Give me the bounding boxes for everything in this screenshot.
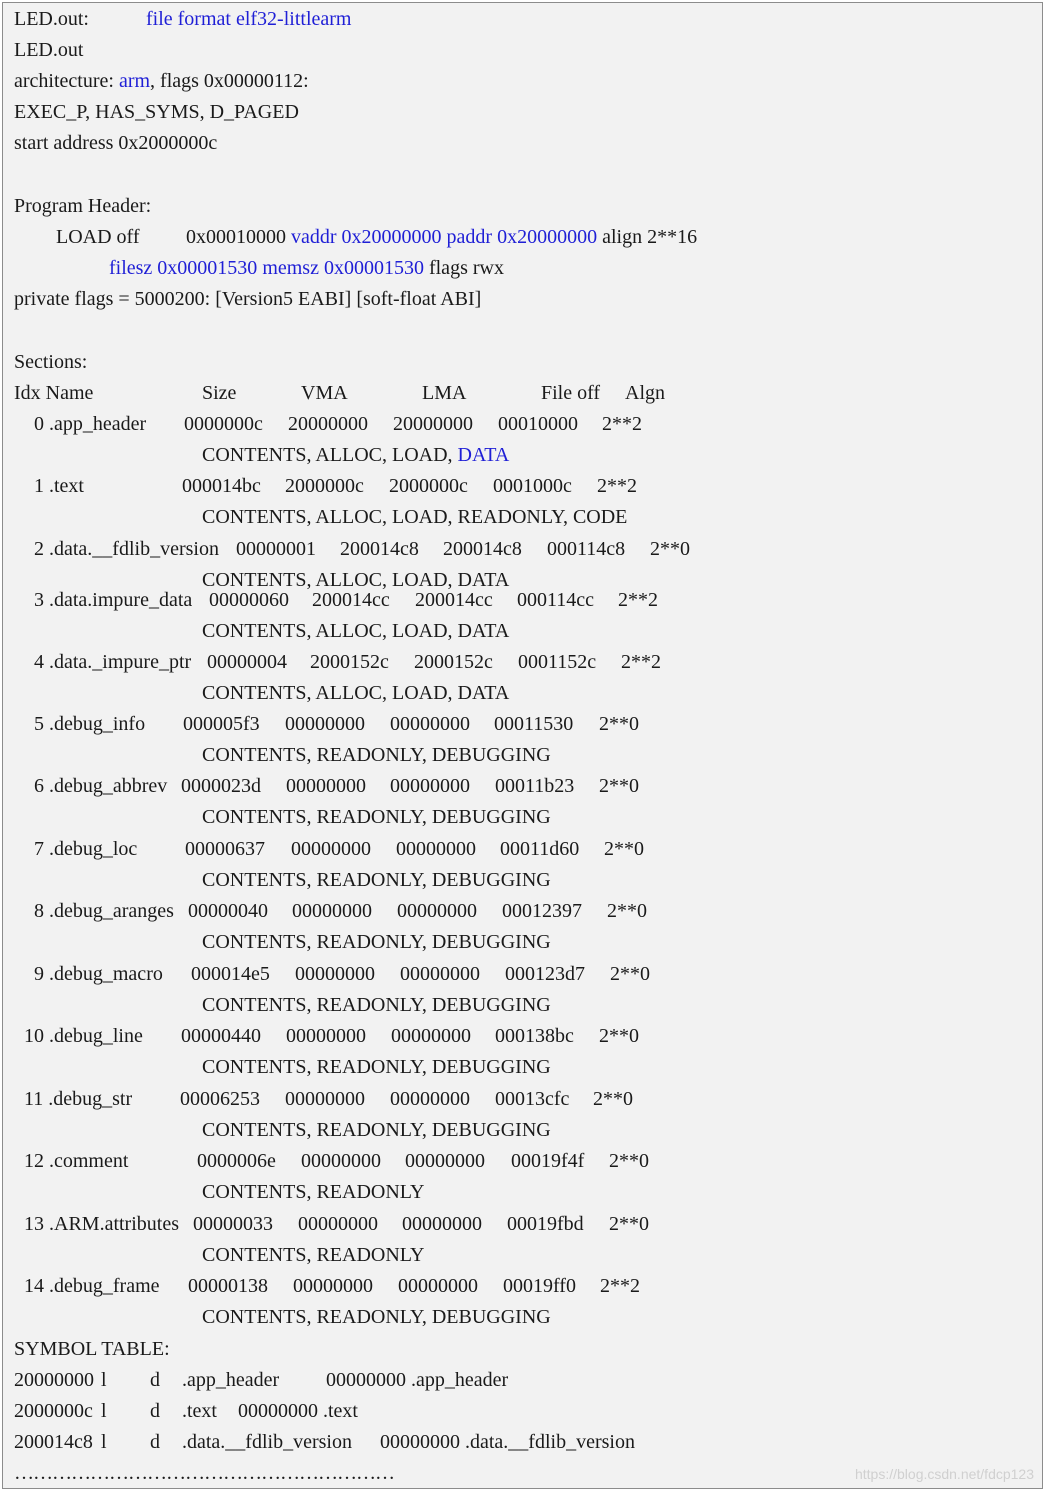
- section-size: 00000001: [236, 538, 316, 560]
- section-size: 000014e5: [191, 963, 270, 985]
- section-file-off: 0001000c: [493, 475, 572, 497]
- filesz-line: [109, 256, 504, 280]
- private-flags: private flags = 5000200: [Version5 EABI] [soft-float ABI]: [14, 288, 482, 310]
- section-vma: 00000000: [292, 900, 372, 922]
- section-lma: 00000000: [402, 1213, 482, 1235]
- section-size: 00000637: [185, 838, 265, 860]
- section-size: 00000004: [207, 651, 287, 673]
- symbol-section: .app_header: [182, 1369, 280, 1391]
- section-idx-name: 8 .debug_aranges: [34, 900, 174, 922]
- section-algn: 2**2: [597, 475, 637, 497]
- section-flags: CONTENTS, READONLY, DEBUGGING: [202, 931, 551, 953]
- section-vma: 200014c8: [340, 538, 419, 560]
- watermark: https://blog.csdn.net/fdcp123: [854, 1466, 1034, 1482]
- sections-title: Sections:: [14, 351, 88, 373]
- section-size: 00000033: [193, 1213, 273, 1235]
- section-flags: CONTENTS, READONLY, DEBUGGING: [202, 869, 551, 891]
- section-idx-name: 7 .debug_loc: [34, 838, 138, 860]
- section-lma: 200014cc: [415, 589, 493, 611]
- section-idx-name: 0 .app_header: [34, 413, 147, 435]
- section-idx-name: 5 .debug_info: [34, 713, 146, 735]
- load-offset: 0x00010000 vaddr 0x20000000 paddr 0x20000000 align 2**16: [186, 226, 698, 248]
- section-flags: CONTENTS, ALLOC, LOAD, READONLY, CODE: [202, 506, 628, 528]
- section-size: 00000040: [188, 900, 268, 922]
- arch-value: arm: [118, 70, 151, 92]
- section-flags: CONTENTS, READONLY: [202, 1244, 425, 1266]
- section-algn: 2**0: [609, 1213, 649, 1235]
- section-size: 0000023d: [181, 775, 261, 797]
- section-lma: 00000000: [400, 963, 480, 985]
- section-vma: 00000000: [286, 1025, 366, 1047]
- symbol-addr: 20000000: [14, 1369, 94, 1391]
- section-file-off: 000114cc: [517, 589, 595, 611]
- section-size: 00000138: [188, 1275, 268, 1297]
- section-lma: 00000000: [390, 1088, 470, 1110]
- section-idx-name: 13 .ARM.attributes: [24, 1213, 179, 1235]
- start-address: start address 0x2000000c: [14, 132, 218, 154]
- section-file-off: 0001152c: [518, 651, 597, 673]
- section-size: 000005f3: [183, 713, 260, 735]
- section-algn: 2**2: [602, 413, 642, 435]
- symbol-addr: 200014c8: [14, 1431, 93, 1453]
- section-lma: 00000000: [396, 838, 476, 860]
- section-file-off: 00012397: [502, 900, 582, 922]
- col-lma: LMA: [422, 382, 467, 404]
- section-lma: 20000000: [393, 413, 473, 435]
- section-flags: CONTENTS, READONLY, DEBUGGING: [202, 1306, 551, 1328]
- section-vma: 2000000c: [285, 475, 364, 497]
- section-lma: 00000000: [390, 713, 470, 735]
- section-flags: CONTENTS, READONLY, DEBUGGING: [202, 994, 551, 1016]
- filesz: filesz 0x00001530: [109, 257, 258, 279]
- section-lma: 00000000: [391, 1025, 471, 1047]
- section-file-off: 00019f4f: [511, 1150, 585, 1172]
- section-idx-name: 11 .debug_str: [24, 1088, 133, 1110]
- section-vma: 20000000: [288, 413, 368, 435]
- section-vma: 00000000: [298, 1213, 378, 1235]
- section-file-off: 00011b23: [495, 775, 575, 797]
- section-vma: 00000000: [301, 1150, 381, 1172]
- section-vma: 00000000: [293, 1275, 373, 1297]
- file-label: LED.out:: [14, 8, 89, 30]
- section-flags: CONTENTS, ALLOC, LOAD, DATA: [202, 620, 510, 642]
- section-vma: 00000000: [286, 775, 366, 797]
- align: align 2**16: [602, 226, 698, 248]
- section-file-off: 000114c8: [547, 538, 626, 560]
- section-lma: 00000000: [405, 1150, 485, 1172]
- symbol-addr: 2000000c: [14, 1400, 93, 1422]
- section-vma: 00000000: [295, 963, 375, 985]
- file-name: LED.out: [14, 39, 84, 61]
- section-size: 0000000c: [184, 413, 263, 435]
- symbol-value-name: 00000000 .app_header: [326, 1369, 509, 1391]
- objdump-listing: [2, 2, 1043, 1489]
- section-flags: CONTENTS, READONLY, DEBUGGING: [202, 744, 551, 766]
- symbol-section: .text: [182, 1400, 217, 1422]
- section-flags: CONTENTS, ALLOC, LOAD, DATA: [202, 569, 510, 591]
- section-idx-name: 10 .debug_line: [24, 1025, 143, 1047]
- section-idx-name: 14 .debug_frame: [24, 1275, 160, 1297]
- section-idx-name: 12 .comment: [24, 1150, 129, 1172]
- section-lma: 200014c8: [443, 538, 522, 560]
- section-algn: 2**0: [599, 1025, 639, 1047]
- symbol-flag: l: [101, 1400, 107, 1422]
- section-size: 00000440: [181, 1025, 261, 1047]
- load-line: [56, 225, 698, 249]
- vaddr: vaddr 0x20000000: [291, 226, 442, 248]
- section-size: 00000060: [209, 589, 289, 611]
- col-algn: Algn: [625, 382, 665, 404]
- section-algn: 2**0: [593, 1088, 633, 1110]
- section-idx-name: 1 .text: [34, 475, 84, 497]
- file-format: file format elf32-littlearm: [146, 8, 352, 30]
- section-file-off: 000138bc: [495, 1025, 574, 1047]
- section-vma: 200014cc: [312, 589, 390, 611]
- section-file-off: 000123d7: [505, 963, 585, 985]
- col-size: Size: [202, 382, 237, 404]
- symbol-flag: l: [101, 1369, 107, 1391]
- architecture-line: [14, 69, 309, 93]
- section-lma: 00000000: [390, 775, 470, 797]
- section-lma: 2000152c: [414, 651, 493, 673]
- symbol-value-name: 00000000 .data.__fdlib_version: [380, 1431, 635, 1453]
- paddr: paddr 0x20000000: [446, 226, 598, 248]
- flags-line: EXEC_P, HAS_SYMS, D_PAGED: [14, 101, 299, 123]
- col-vma: VMA: [301, 382, 348, 404]
- symbol-table-title: SYMBOL TABLE:: [14, 1338, 170, 1360]
- section-file-off: 00011d60: [500, 838, 580, 860]
- section-flags: CONTENTS, READONLY, DEBUGGING: [202, 1056, 551, 1078]
- section-algn: 2**0: [610, 963, 650, 985]
- section-vma: 00000000: [291, 838, 371, 860]
- section-size: 00006253: [180, 1088, 260, 1110]
- symbol-value-name: 00000000 .text: [238, 1400, 358, 1422]
- symbol-section: .data.__fdlib_version: [182, 1431, 352, 1453]
- section-vma: 2000152c: [310, 651, 389, 673]
- section-flags: CONTENTS, READONLY, DEBUGGING: [202, 1119, 551, 1141]
- section-vma: 00000000: [285, 713, 365, 735]
- section-algn: 2**2: [621, 651, 661, 673]
- section-file-off: 00013cfc: [495, 1088, 570, 1110]
- section-lma: 00000000: [397, 900, 477, 922]
- section-flags: CONTENTS, ALLOC, LOAD, DATA: [202, 444, 510, 466]
- section-file-off: 00010000: [498, 413, 578, 435]
- section-idx-name: 3 .data.impure_data: [34, 589, 193, 611]
- section-algn: 2**0: [609, 1150, 649, 1172]
- section-flags-highlight: DATA: [457, 444, 510, 466]
- section-flags: CONTENTS, ALLOC, LOAD, DATA: [202, 682, 510, 704]
- section-idx-name: 6 .debug_abbrev: [34, 775, 168, 797]
- section-lma: 2000000c: [389, 475, 468, 497]
- symbol-type: d: [150, 1431, 160, 1453]
- section-idx-name: 9 .debug_macro: [34, 963, 163, 985]
- col-idx-name: Idx Name: [14, 382, 94, 404]
- arch-suffix: , flags 0x00000112:: [150, 70, 309, 92]
- section-algn: 2**2: [600, 1275, 640, 1297]
- ph-flags: flags rwx: [428, 257, 504, 279]
- section-file-off: 00019fbd: [507, 1213, 584, 1235]
- arch-prefix: architecture:: [14, 70, 119, 92]
- symbol-flag: l: [101, 1431, 107, 1453]
- section-file-off: 00019ff0: [503, 1275, 576, 1297]
- memsz: memsz 0x00001530: [262, 257, 424, 279]
- section-algn: 2**0: [599, 713, 639, 735]
- section-lma: 00000000: [398, 1275, 478, 1297]
- section-vma: 00000000: [285, 1088, 365, 1110]
- symbol-type: d: [150, 1369, 160, 1391]
- ellipsis: ……………………………………………………: [14, 1462, 394, 1484]
- col-file-off: File off: [541, 382, 601, 404]
- section-algn: 2**2: [618, 589, 658, 611]
- section-algn: 2**0: [604, 838, 644, 860]
- section-algn: 2**0: [650, 538, 690, 560]
- section-flags: CONTENTS, READONLY: [202, 1181, 425, 1203]
- section-flags: CONTENTS, READONLY, DEBUGGING: [202, 806, 551, 828]
- section-idx-name: 2 .data.__fdlib_version: [34, 538, 219, 560]
- section-size: 0000006e: [197, 1150, 276, 1172]
- section-file-off: 00011530: [494, 713, 574, 735]
- symbol-type: d: [150, 1400, 160, 1422]
- section-size: 000014bc: [182, 475, 261, 497]
- section-algn: 2**0: [607, 900, 647, 922]
- section-idx-name: 4 .data._impure_ptr: [34, 651, 192, 673]
- program-header-title: Program Header:: [14, 195, 152, 217]
- section-algn: 2**0: [599, 775, 639, 797]
- file-header-line: [14, 7, 352, 31]
- load-label: LOAD off: [56, 226, 140, 248]
